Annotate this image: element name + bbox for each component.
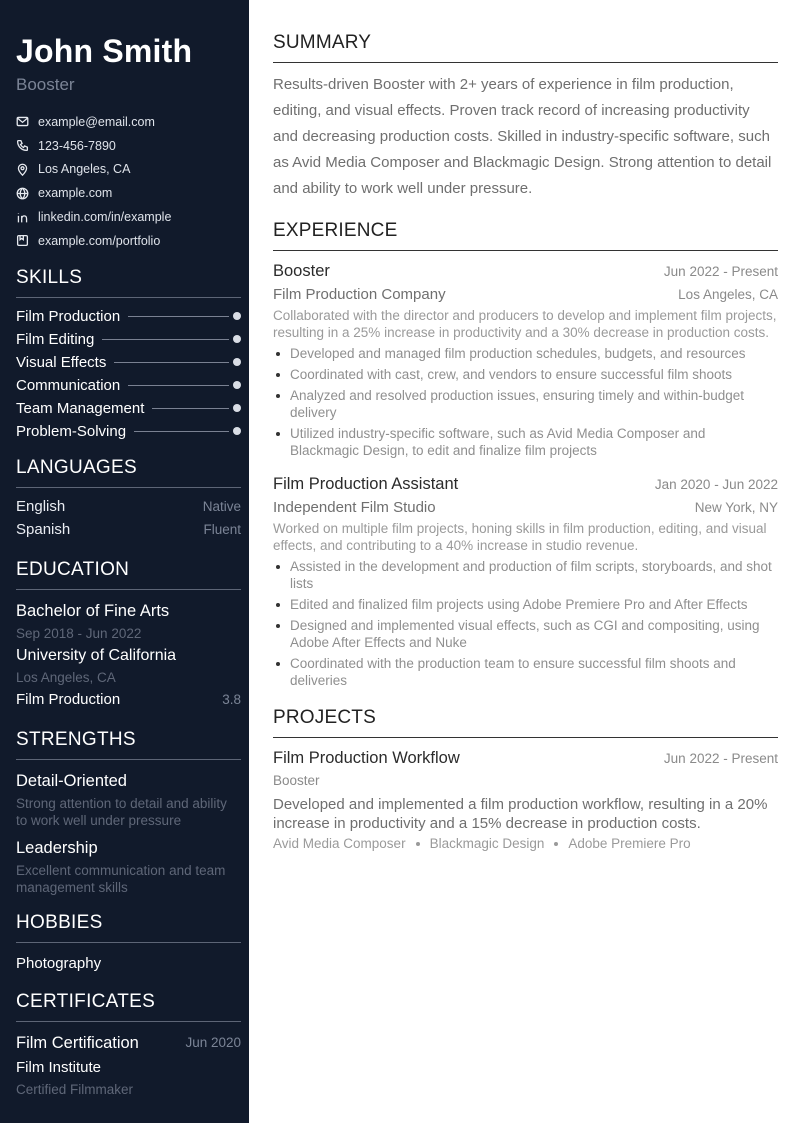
job-description: Collaborated with the director and producers to develop and implement film projects, resulting in a 25% increase in productivity and a 30% decrease in production costs. (273, 308, 777, 340)
education-gpa: 3.8 (222, 691, 241, 707)
skill-item (16, 305, 241, 328)
languages-section (16, 457, 241, 541)
language-name: Spanish (16, 520, 71, 538)
skill-item (16, 328, 241, 351)
skill-item (16, 351, 241, 374)
job-bullet: Assisted in the development and production of film scripts, storyboards, and shot lists (273, 558, 778, 592)
language-item (16, 495, 241, 518)
hobbies-heading: HOBBIES (16, 912, 241, 943)
skill-item (16, 397, 241, 420)
skill-label: Film Editing (16, 330, 95, 348)
strength-desc: Strong attention to detail and ability to work well under pressure (16, 795, 227, 828)
education-degree: Bachelor of Fine Arts (16, 601, 170, 620)
job-dates: Jun 2022 - Present (663, 264, 778, 279)
projects-heading: PROJECTS (273, 707, 778, 738)
certificate-date: Jun 2020 (185, 1034, 241, 1050)
job-dates: Jan 2020 - Jun 2022 (654, 477, 778, 492)
job-description: Worked on multiple film projects, honing skills in film production, editing, and visual effects, and contributing to a 40% increase in studio revenue. (273, 521, 767, 553)
job-location: New York, NY (694, 500, 778, 515)
languages-list (16, 495, 241, 541)
skill-line (128, 316, 229, 317)
strength-desc: Excellent communication and team management skills (16, 862, 226, 895)
education-location: Los Angeles, CA (16, 669, 116, 685)
portfolio-icon (16, 234, 38, 247)
education-school: University of California (16, 646, 177, 664)
job-location: Los Angeles, CA (678, 287, 778, 302)
skill-dot (233, 335, 241, 343)
strength-title: Detail-Oriented (16, 771, 127, 790)
candidate-name: John Smith (16, 33, 193, 69)
certificate-issuer: Film Institute (16, 1058, 102, 1076)
education-dates: Sep 2018 - Jun 2022 (16, 625, 142, 641)
sidebar (0, 0, 249, 1123)
globe-icon (16, 187, 38, 200)
skill-dot (233, 427, 241, 435)
skill-line (128, 385, 229, 386)
contact-portfolio[interactable] (16, 229, 241, 253)
skill-label: Communication (16, 376, 121, 394)
contact-email[interactable] (16, 110, 241, 134)
language-level: Fluent (203, 521, 241, 537)
contact-phone[interactable] (16, 134, 241, 158)
language-name: English (16, 497, 66, 515)
skill-line (114, 362, 229, 363)
skills-section (16, 267, 241, 443)
job-company: Independent Film Studio (273, 499, 436, 516)
tool-separator (554, 842, 558, 846)
job-bullet: Edited and finalized film projects using Adobe Premiere Pro and After Effects (273, 596, 778, 613)
job-bullets (273, 558, 778, 689)
skill-label: Team Management (16, 399, 145, 417)
job-bullet: Coordinated with the production team to ensure successful film shoots and deliveries (273, 655, 778, 689)
project-tool: Adobe Premiere Pro (568, 836, 691, 851)
contact-email-text: example@email.com (38, 114, 155, 129)
contact-phone-text: 123-456-7890 (38, 138, 116, 153)
languages-heading: LANGUAGES (16, 457, 241, 488)
skill-line (152, 408, 229, 409)
skill-dot (233, 381, 241, 389)
contact-portfolio-text: example.com/portfolio (38, 233, 161, 248)
project-tool: Blackmagic Design (429, 836, 545, 851)
strengths-section (16, 729, 241, 896)
project-dates: Jun 2022 - Present (663, 751, 778, 766)
education-field: Film Production (16, 690, 121, 708)
skill-dot (233, 312, 241, 320)
skill-line (102, 339, 229, 340)
job-title: Film Production Assistant (273, 475, 459, 493)
contact-linkedin[interactable] (16, 205, 241, 229)
candidate-role: Booster (16, 75, 75, 94)
skill-item (16, 374, 241, 397)
strength-title: Leadership (16, 838, 98, 857)
contact-linkedin-text: linkedin.com/in/example (38, 210, 172, 225)
job-bullets (273, 345, 778, 459)
skill-label: Problem-Solving (16, 422, 127, 440)
skill-label: Film Production (16, 307, 121, 325)
job-company: Film Production Company (273, 286, 446, 303)
main-content (273, 32, 778, 851)
hobbies-section (16, 912, 241, 975)
contact-location-text: Los Angeles, CA (38, 162, 131, 177)
project-entry (273, 747, 778, 851)
job-bullet: Coordinated with cast, crew, and vendors to ensure successful film shoots (273, 366, 778, 383)
project-role: Booster (273, 773, 320, 788)
project-tools (273, 836, 778, 851)
job-bullet: Analyzed and resolved production issues, ensuring timely and within-budget delivery (273, 387, 778, 421)
skill-line (134, 431, 229, 432)
job-entry (273, 473, 778, 689)
certificate-title: Film Certification (16, 1033, 139, 1052)
contact-website[interactable] (16, 181, 241, 205)
job-title: Booster (273, 262, 330, 280)
education-heading: EDUCATION (16, 559, 241, 590)
contact-location (16, 158, 241, 182)
summary-text: Results-driven Booster with 2+ years of experience in film production, editing, and visual effects. Proven track record of increasing productivity and decreasing production costs. Skilled in industry-specific software, such as Avid Media Composer and Blackmagic Design. Strong attention to detail and ability to work well under pressure. (273, 76, 772, 197)
job-bullet: Developed and managed film production schedules, budgets, and resources (273, 345, 778, 362)
language-item (16, 518, 241, 541)
phone-icon (16, 139, 38, 152)
email-icon (16, 115, 38, 128)
job-bullet: Utilized industry-specific software, such as Avid Media Composer and Blackmagic Design, to edit and finalize film projects (273, 425, 778, 459)
project-title: Film Production Workflow (273, 749, 460, 767)
skill-item (16, 420, 241, 443)
skill-dot (233, 404, 241, 412)
education-field-row (16, 689, 241, 711)
tool-separator (416, 842, 420, 846)
skills-heading: SKILLS (16, 267, 241, 298)
certificate-row (16, 1032, 241, 1054)
summary-heading: SUMMARY (273, 32, 778, 63)
contact-list (16, 110, 241, 253)
skills-list (16, 305, 241, 443)
experience-heading: EXPERIENCE (273, 220, 778, 251)
skill-label: Visual Effects (16, 353, 107, 371)
summary-section (273, 32, 778, 202)
certificate-desc: Certified Filmmaker (16, 1081, 134, 1097)
projects-section (273, 707, 778, 851)
hobby-item: Photography (16, 954, 102, 972)
certificates-heading: CERTIFICATES (16, 991, 241, 1022)
project-description: Developed and implemented a film production workflow, resulting in a 20% increase in productivity and a 15% decrease in production costs. (273, 796, 768, 832)
location-icon (16, 163, 38, 176)
skill-dot (233, 358, 241, 366)
education-section (16, 559, 241, 711)
language-level: Native (202, 498, 241, 514)
job-bullet: Designed and implemented visual effects, such as CGI and compositing, using Adobe After Effects and Nuke (273, 617, 778, 651)
experience-section (273, 220, 778, 689)
strengths-heading: STRENGTHS (16, 729, 241, 760)
job-entry (273, 260, 778, 459)
project-tool: Avid Media Composer (273, 836, 406, 851)
certificates-section (16, 991, 241, 1101)
linkedin-icon (16, 211, 38, 224)
contact-website-text: example.com (38, 186, 113, 201)
